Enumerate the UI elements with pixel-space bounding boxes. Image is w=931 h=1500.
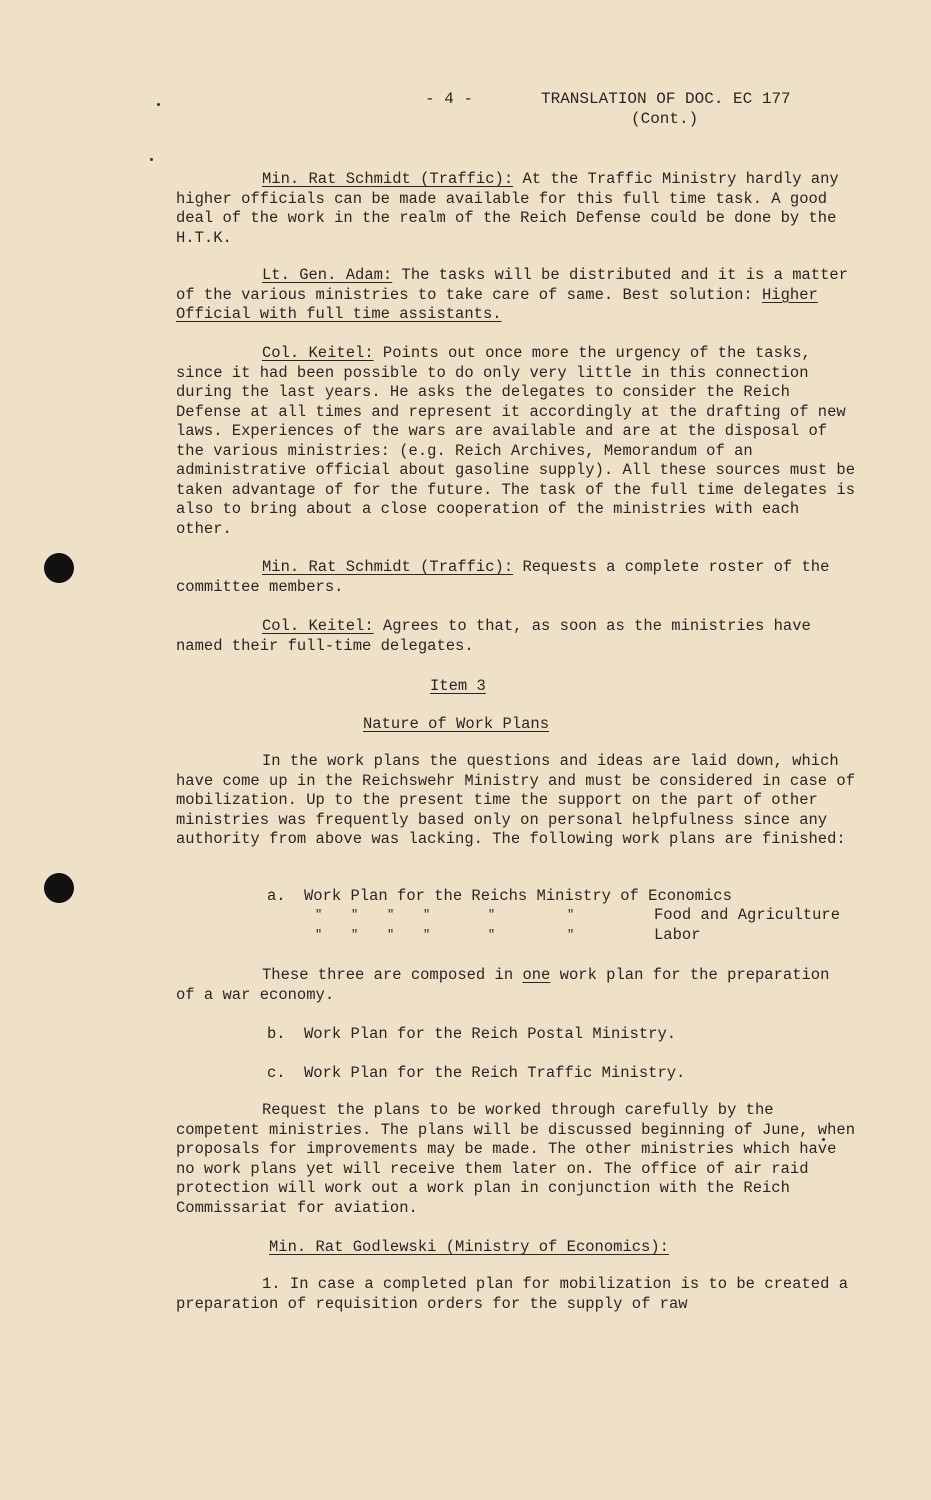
speaker-name: Col. Keitel: — [262, 617, 374, 635]
list-a-row1: Work Plan for the Reichs Ministry of Economics — [304, 887, 732, 905]
list-c-text: Work Plan for the Reich Traffic Ministry. — [304, 1064, 686, 1082]
underlined-phrase: Higher Official with full time assistants. — [176, 285, 818, 323]
speaker-name: Min. Rat Schmidt (Traffic): — [262, 558, 514, 576]
speaker-godlewski: Min. Rat Godlewski (Ministry of Economics): — [269, 1238, 669, 1256]
paragraph-adam — [176, 266, 856, 325]
speaker-name: Min. Rat Schmidt (Traffic): — [262, 170, 514, 188]
paragraph-text: At the Traffic Ministry hardly any higher officials can be made available for this full time task. A good deal of the work in the realm of the Reich Defense could be done by the H.T.K. — [176, 170, 839, 247]
list-a-row2: Food and Agriculture — [654, 906, 841, 924]
paragraph-keitel-1 — [176, 344, 856, 539]
list-b-label: b. — [267, 1025, 286, 1043]
list-c-label: c. — [267, 1064, 286, 1082]
item-heading: Item 3 — [430, 677, 486, 695]
paragraph-keitel-2 — [176, 617, 856, 656]
list-a-row3: Labor — [654, 926, 701, 944]
paragraph-schmidt-2 — [176, 558, 856, 597]
paragraph-text: work plan for the preparation of a war economy. — [176, 966, 830, 1004]
paragraph-composed — [176, 966, 856, 1005]
list-b-text: Work Plan for the Reich Postal Ministry. — [304, 1025, 677, 1043]
speaker-name: Col. Keitel: — [262, 344, 374, 362]
list-a-label: a. — [267, 887, 286, 905]
paragraph-text: Requests a complete roster of the committee members. — [176, 558, 830, 596]
page-number: - 4 - — [425, 90, 474, 108]
paragraph-schmidt-1 — [176, 170, 856, 248]
paragraph-text: These three are composed in — [262, 966, 523, 984]
emphasis-one: one — [522, 966, 551, 984]
paragraph-work-plans — [176, 752, 856, 850]
paragraph-text: The tasks will be distributed and it is a matter of the various ministries to take care of same. Best solution: — [176, 266, 849, 304]
punch-hole-bottom — [44, 873, 74, 903]
paragraph-text: Points out once more the urgency of the tasks, since it had been possible to do only very little in this connection during the last years. He asks the delegates to consider the Reich Defense at all times and represent it accordingly at the drafting of new laws. Experiences of the wars are available and are at the disposal of the various ministries: (e.g. Reich Archives, Memorandum of an administrative official about gasoline supply). All these sources must be taken advantage of for the future. The task of the full time delegates is also to bring about a close cooperation of the ministries with each other. — [176, 344, 856, 538]
paper-speck — [157, 103, 160, 106]
doc-title: TRANSLATION OF DOC. EC 177 — [541, 90, 791, 108]
ditto-marks: " " " " " " — [315, 908, 575, 922]
paragraph-text: Agrees to that, as soon as the ministries have named their full-time delegates. — [176, 617, 811, 655]
punch-hole-top — [44, 553, 74, 583]
paragraph-text: 1. In case a completed plan for mobilization is to be created a preparation of requisition orders for the supply of raw — [176, 1275, 848, 1313]
speaker-name: Lt. Gen. Adam: — [262, 266, 393, 284]
paper-speck — [150, 158, 153, 161]
paragraph-text: Request the plans to be worked through carefully by the competent ministries. The plans will be discussed beginning of June, when proposals for improvements may be made. The other ministries which have no work plans yet will receive them later on. The office of air raid protection will work out a work plan in conjunction with the Reich Commissariat for aviation. — [176, 1101, 856, 1217]
paragraph-text: In the work plans the questions and ideas are laid down, which have come up in the Reichswehr Ministry and must be considered in case of mobilization. Up to the present time the support on the part of other ministries was frequently based only on personal helpfulness since any authority from above was lacking. The following work plans are finished: — [176, 752, 856, 848]
ditto-marks: " " " " " " — [315, 928, 575, 942]
paragraph-request — [176, 1101, 856, 1218]
doc-title-cont: (Cont.) — [631, 110, 699, 128]
paragraph-godlewski — [176, 1275, 856, 1314]
item-subheading: Nature of Work Plans — [363, 715, 550, 733]
